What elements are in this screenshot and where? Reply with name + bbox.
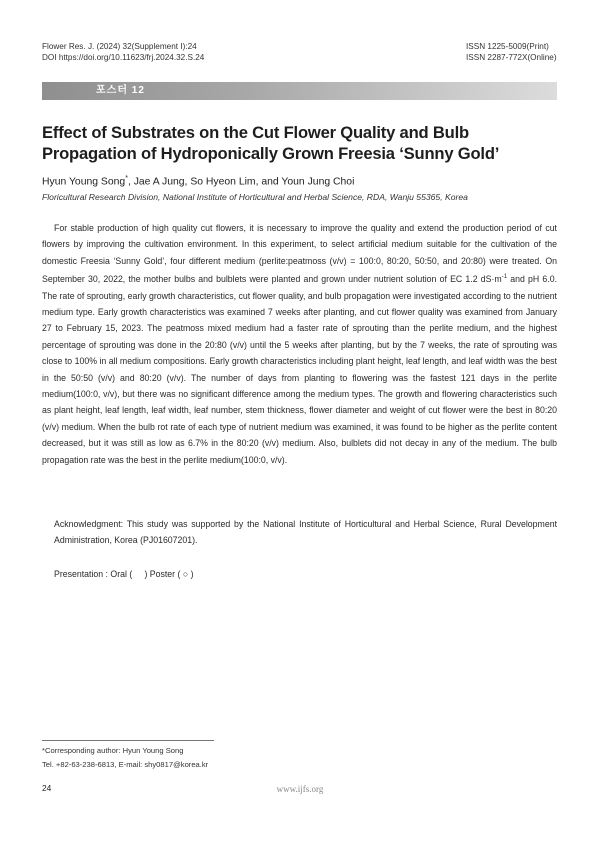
- paper-title: Effect of Substrates on the Cut Flower Quality and Bulb Propagation of Hydroponically Grown Freesia ‘Sunny Gold’: [42, 123, 500, 163]
- abstract-text-part2: and pH 6.0. The rate of sprouting, early growth characteristics, cut flower quality, and bulb propagation were investigated according to the nutrient medium type. Early growth characteristics was examined 7 weeks after planting, and cut flower quality was examined from January 27 to February 15, 2023. The peatmoss mixed medium had a faster rate of sprouting than the perlite medium, and the highest percentage of sprouting was done in the 20:80 (v/v) until the 5 weeks after planting, but by the 7 weeks, the rate of sprouting was close to 100% in all medium compositions. Early growth characteristics including plant height, leaf length, and leaf width was the best in the 50:50 (v/v) and 80:20 (v/v). The number of days from planting to flowering was the fastest 121 days in the perlite medium(100:0, v/v), but there was no significant difference among the medium types. The growth and flowering characteristics such as plant height, leaf length, leaf width, leaf number, stem thickness, flower diameter and weight of cut flower were the best in 80:20 (v/v) medium. When the bulb rot rate of each type of nutrient medium was examined, it was found to be higher as the perlite content decreased, but it was still as low as 6.7% in the 80:20 (v/v) medium. Also, bulblets did not decay in any of the medium. The bulb propagation rate was the best in the perlite medium(100:0, v/v).: [42, 274, 557, 465]
- journal-website: www.ijfs.org: [276, 784, 324, 794]
- contact-info: Tel. +82-63-238-6813, E-mail: shy0817@korea.kr: [42, 760, 209, 769]
- issn-online: ISSN 2287-772X(Online): [466, 53, 557, 62]
- journal-header-right: [466, 41, 557, 63]
- footnote: [42, 744, 208, 772]
- page-number: 24: [42, 783, 52, 793]
- footnote-divider: [42, 740, 214, 741]
- affiliation: Floricultural Research Division, National Institute of Horticultural and Herbal Science, RDA, Wanju 55365, Korea: [42, 192, 468, 202]
- presentation-type: Presentation : Oral ( ) Poster ( ○ ): [54, 569, 194, 579]
- journal-header-left: [42, 41, 204, 63]
- abstract-text-part1: For stable production of high quality cut flowers, it is necessary to improve the quality and extend the production period of cut flowers by improving the cultivation environment. In this experiment, to select artificial medium suitable for the cultivation of the domestic Freesia ‘Sunny Gold’, four different medium (perlite:peatmoss (v/v) = 100:0, 80:20, 50:50, and 20:80) were treated. On September 30, 2022, the mother bulbs and bulblets were planted and grown under nutrient solution of EC 1.2 dS·m: [42, 223, 557, 285]
- doi-line: DOI https://doi.org/10.11623/frj.2024.32.S.24: [42, 53, 205, 62]
- first-author: Hyun Young Song: [42, 176, 126, 188]
- issn-print: ISSN 1225-5009(Print): [466, 42, 549, 51]
- corresponding-author-note: *Corresponding author: Hyun Young Song: [42, 746, 184, 755]
- author-list: [42, 175, 354, 187]
- corresponding-mark: *: [125, 175, 128, 182]
- abstract-body: [42, 220, 557, 468]
- journal-citation: Flower Res. J. (2024) 32(Supplement I):24: [42, 42, 197, 51]
- acknowledgment: Acknowledgment: This study was supported by the National Institute of Horticultural and Herbal Science, Rural Development Administration, Korea (PJ01607201).: [54, 519, 557, 546]
- unit-exponent: -1: [501, 274, 508, 281]
- coauthors: , Jae A Jung, So Hyeon Lim, and Youn Jung Choi: [127, 176, 355, 188]
- poster-banner: [42, 82, 557, 100]
- poster-label: 포스터 12: [96, 85, 145, 96]
